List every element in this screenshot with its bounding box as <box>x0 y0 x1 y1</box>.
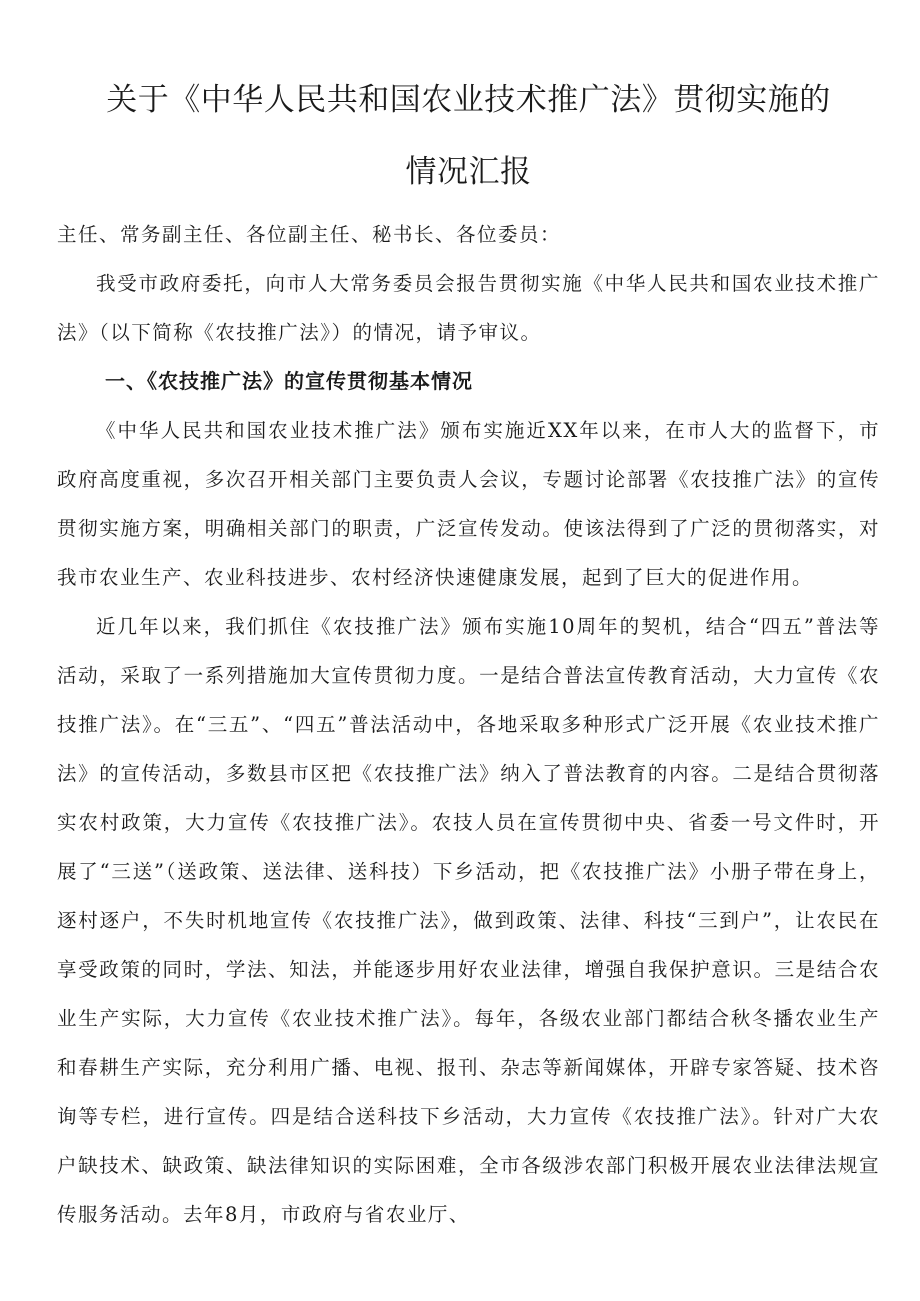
body-paragraph-2: 近几年以来，我们抓住《农技推广法》颁布实施10周年的契机，结合“四五”普法等活动，采取了一系列措施加大宣传贯彻力度。一是结合普法宣传教育活动，大力宣传《农技推广法》。在“三五”、“四五”普法活动中，各地采取多种形式广泛开展《农业技术推广法》的宣传活动，多数县市区把《农技推广法》纳入了普法教育的内容。二是结合贯彻落实农村政策，大力宣传《农技推广法》。农技人员在宣传贯彻中央、省委一号文件时，开展了“三送”（送政策、送法律、送科技）下乡活动，把《农技推广法》小册子带在身上，逐村逐户，不失时机地宣传《农技推广法》，做到政策、法律、科技“三到户”，让农民在享受政策的同时，学法、知法，并能逐步用好农业法律，增强自我保护意识。三是结合农业生产实际，大力宣传《农业技术推广法》。每年，各级农业部门都结合秋冬播农业生产和春耕生产实际，充分利用广播、电视、报刊、杂志等新闻媒体，开辟专家答疑、技术咨询等专栏，进行宣传。四是结合送科技下乡活动，大力宣传《农技推广法》。针对广大农户缺技术、缺政策、缺法律知识的实际困难，全市各级涉农部门积极开展农业法律法规宣传服务活动。去年8月，市政府与省农业厅、 <box>57 615 880 1226</box>
document-title-line-1: 关于《中华人民共和国农业技术推广法》贯彻实施的 <box>106 82 831 118</box>
section-heading-1: 一、《农技推广法》的宣传贯彻基本情况 <box>105 369 473 393</box>
body-paragraph-1: 《中华人民共和国农业技术推广法》颁布实施近XX年以来，在市人大的监督下，市政府高度重视，多次召开相关部门主要负责人会议，专题讨论部署《农技推广法》的宣传贯彻实施方案，明确相关部门的职责，广泛宣传发动。使该法得到了广泛的贯彻落实，对我市农业生产、农业科技进步、农村经济快速健康发展，起到了巨大的促进作用。 <box>57 419 880 589</box>
salutation: 主任、常务副主任、各位副主任、秘书长、各位委员： <box>57 223 562 246</box>
document-title-line-2: 情况汇报 <box>405 154 532 190</box>
intro-paragraph: 我受市政府委托，向市人大常务委员会报告贯彻实施《中华人民共和国农业技术推广法》（以下简称《农技推广法》）的情况，请予审议。 <box>57 272 880 344</box>
